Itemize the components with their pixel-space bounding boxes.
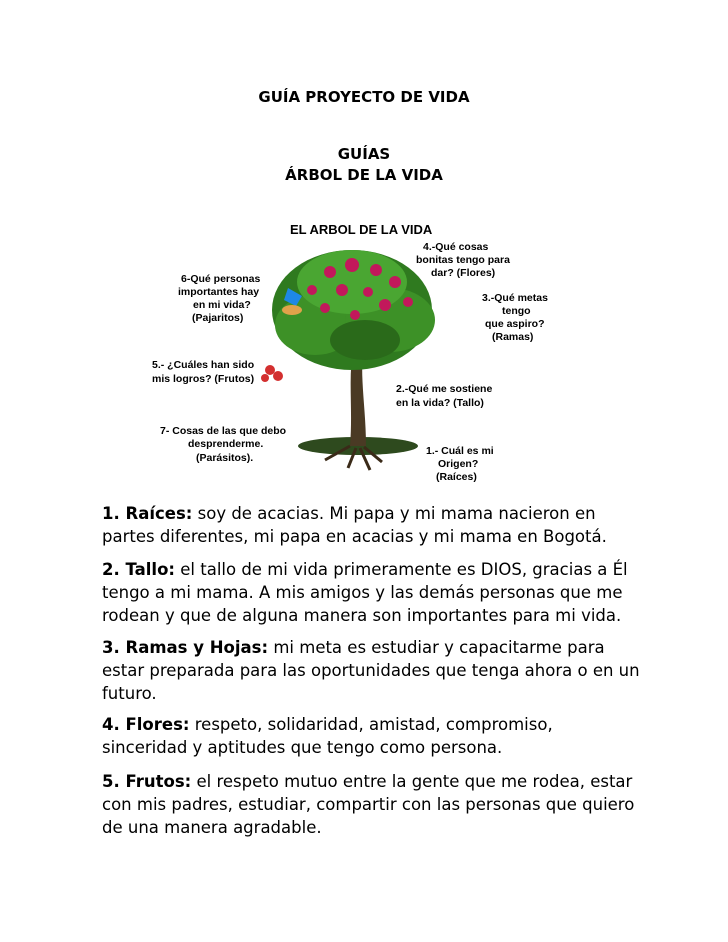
svg-text:(Parásitos).: (Parásitos). (196, 452, 254, 464)
document-title: GUÍA PROYECTO DE VIDA (258, 88, 470, 106)
svg-text:1.- Cuál es mi: 1.- Cuál es mi (426, 445, 494, 457)
svg-text:7- Cosas de las que debo: 7- Cosas de las que debo (160, 425, 287, 437)
section-raices (102, 502, 642, 548)
svg-text:(Raíces): (Raíces) (436, 471, 477, 483)
svg-text:tengo: tengo (502, 305, 531, 317)
svg-text:Origen?: Origen? (438, 458, 479, 470)
label-parasitos (160, 425, 286, 464)
svg-text:(Ramas): (Ramas) (492, 331, 534, 343)
section-label: 5. Frutos: (102, 772, 192, 791)
section-frutos (102, 770, 642, 839)
label-ramas (482, 292, 548, 343)
label-pajaritos (178, 273, 261, 324)
section-flores (102, 713, 642, 759)
section-tallo (102, 558, 642, 627)
svg-text:3.-Qué metas: 3.-Qué metas (482, 292, 548, 304)
label-frutos (152, 359, 254, 385)
svg-text:importantes hay: importantes hay (178, 286, 260, 298)
tree-heading: ÁRBOL DE LA VIDA (285, 166, 443, 184)
section-label: 2. Tallo: (102, 560, 176, 579)
section-text: soy de acacias. Mi papa y mi mama nacieron en partes diferentes, mi papa en acacias y mi mama en Bogotá. (102, 504, 607, 546)
section-ramas-hojas (102, 636, 642, 705)
label-tallo (396, 383, 492, 409)
section-label: 1. Raíces: (102, 504, 193, 523)
guides-heading: GUÍAS (337, 145, 391, 163)
section-text: respeto, solidaridad, amistad, compromiso, sinceridad y aptitudes que tengo como persona. (102, 715, 553, 757)
tree-of-life-figure (120, 210, 580, 490)
svg-text:mis logros? (Frutos): mis logros? (Frutos) (152, 373, 255, 385)
fruits (261, 365, 283, 382)
svg-text:4.-Qué cosas: 4.-Qué cosas (423, 241, 489, 253)
svg-text:6-Qué personas: 6-Qué personas (181, 273, 261, 285)
svg-text:que aspiro?: que aspiro? (485, 318, 545, 330)
section-label: 4. Flores: (102, 715, 190, 734)
svg-text:dar? (Flores): dar? (Flores) (431, 267, 496, 279)
svg-text:(Pajaritos): (Pajaritos) (192, 312, 244, 324)
figure-title: EL ARBOL DE LA VIDA (290, 222, 433, 237)
svg-text:bonitas tengo para: bonitas tengo para (416, 254, 510, 266)
label-raices (426, 445, 494, 483)
section-text: el tallo de mi vida primeramente es DIOS, gracias a Él tengo a mi mama. A mis amigos y las demás personas que me rodean y que de alguna manera son importantes para mi vida. (102, 560, 628, 625)
svg-text:5.- ¿Cuáles han sido: 5.- ¿Cuáles han sido (152, 359, 255, 371)
tree-illustration (120, 210, 580, 490)
section-text: mi meta es estudiar y capacitarme para estar preparada para las oportunidades que tenga ahora o en un futuro. (102, 638, 640, 703)
svg-text:2.-Qué me sostiene: 2.-Qué me sostiene (396, 383, 493, 395)
section-text: el respeto mutuo entre la gente que me rodea, estar con mis padres, estudiar, compartir con las personas que quiero de una manera agradable. (102, 772, 635, 837)
section-label: 3. Ramas y Hojas: (102, 638, 269, 657)
svg-text:en la vida? (Tallo): en la vida? (Tallo) (396, 397, 484, 409)
label-flores (416, 241, 510, 279)
svg-text:desprenderme.: desprenderme. (188, 438, 264, 450)
svg-text:en mi vida?: en mi vida? (193, 299, 251, 311)
nest-icon (282, 305, 302, 315)
